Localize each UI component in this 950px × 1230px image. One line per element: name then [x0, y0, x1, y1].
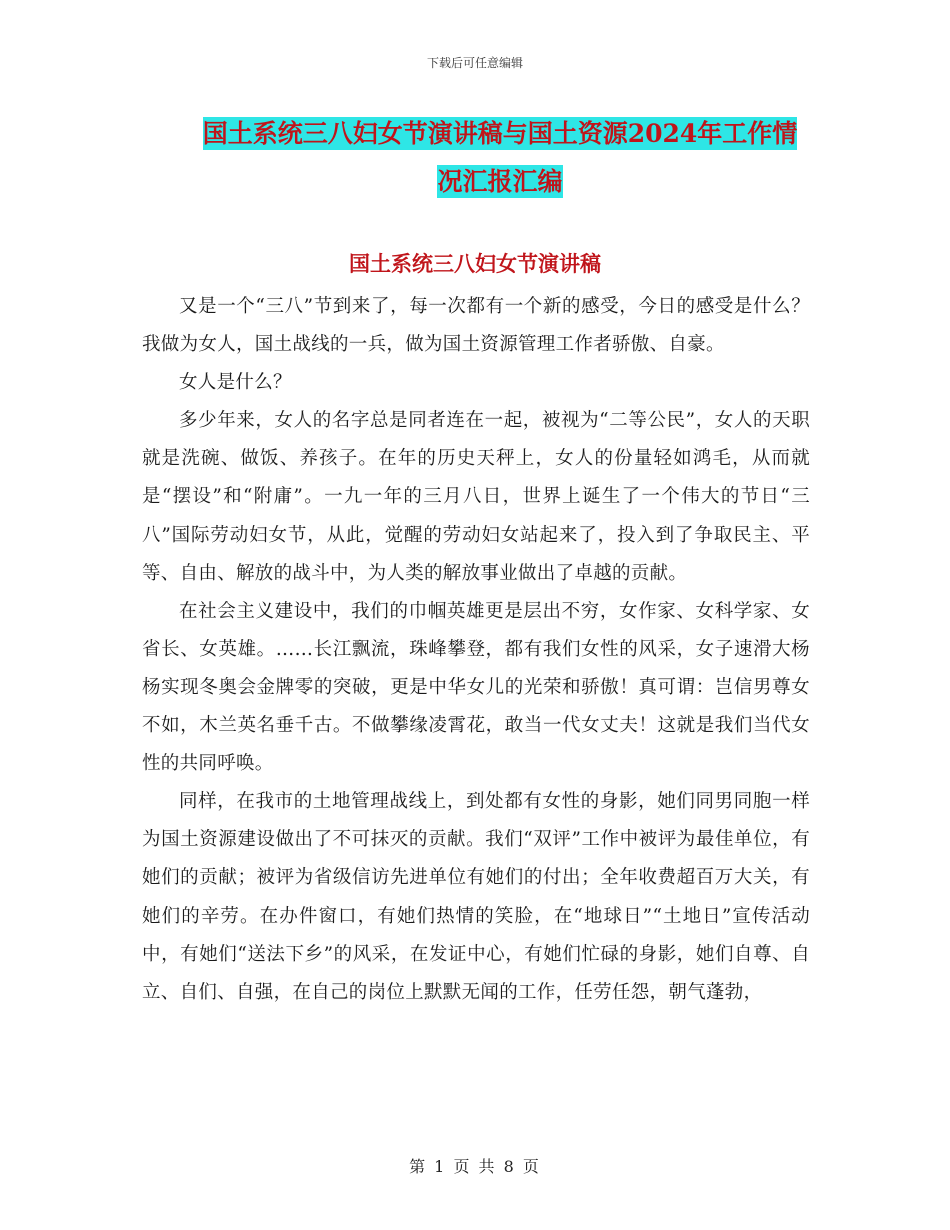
- document-title-line-1: 国土系统三八妇女节演讲稿与国土资源2024年工作情: [202, 119, 798, 148]
- section-title: 国土系统三八妇女节演讲稿: [349, 251, 601, 276]
- document-title-line-2: 况汇报汇编: [437, 167, 563, 196]
- paragraph: 又是一个“三八”节到来了，每一次都有一个新的感受，今日的感受是什么？我做为女人，国土战线的一兵，做为国土资源管理工作者骄傲、自豪。: [142, 296, 810, 356]
- page-number: 第 1 页 共 8 页: [409, 1157, 541, 1176]
- paragraph: 同样，在我市的土地管理战线上，到处都有女性的身影，她们同男同胞一样为国土资源建设做出了不可抹灭的贡献。我们“双评”工作中被评为最佳单位，有她们的贡献；被评为省级信访先进单位有她们的付出；全年收费超百万大关，有她们的辛劳。在办件窗口，有她们热情的笑脸，在“地球日”“土地日”宣传活动中，有她们“送法下乡”的风采，在发证中心，有她们忙碌的身影，她们自尊、自立、自们、自强，在自己的岗位上默默无闻的工作，任劳任怨，朝气蓬勃，: [142, 791, 810, 1003]
- document-title: [150, 110, 850, 206]
- paragraph: 多少年来，女人的名字总是同者连在一起，被视为“二等公民”，女人的天职就是洗碗、做饭、养孩子。在年的历史天秤上，女人的份量轻如鸿毛，从而就是“摆设”和“附庸”。一九一年的三月八日，世界上诞生了一个伟大的节日“三八”国际劳动妇女节，从此，觉醒的劳动妇女站起来了，投入到了争取民主、平等、自由、解放的战斗中，为人类的解放事业做出了卓越的贡献。: [142, 410, 810, 584]
- paragraph: 在社会主义建设中，我们的巾帼英雄更是层出不穷，女作家、女科学家、女省长、女英雄。……长江飘流，珠峰攀登，都有我们女性的风采，女子速滑大杨杨实现冬奥会金牌零的突破，更是中华女儿的光荣和骄傲！真可谓：岂信男尊女不如，木兰英名垂千古。不做攀缘凌霄花，敢当一代女丈夫！这就是我们当代女性的共同呼唤。: [142, 600, 810, 775]
- paragraph: 女人是什么？: [179, 372, 292, 394]
- header-note: 下载后可任意编辑: [426, 56, 523, 70]
- body-text: [142, 288, 810, 1012]
